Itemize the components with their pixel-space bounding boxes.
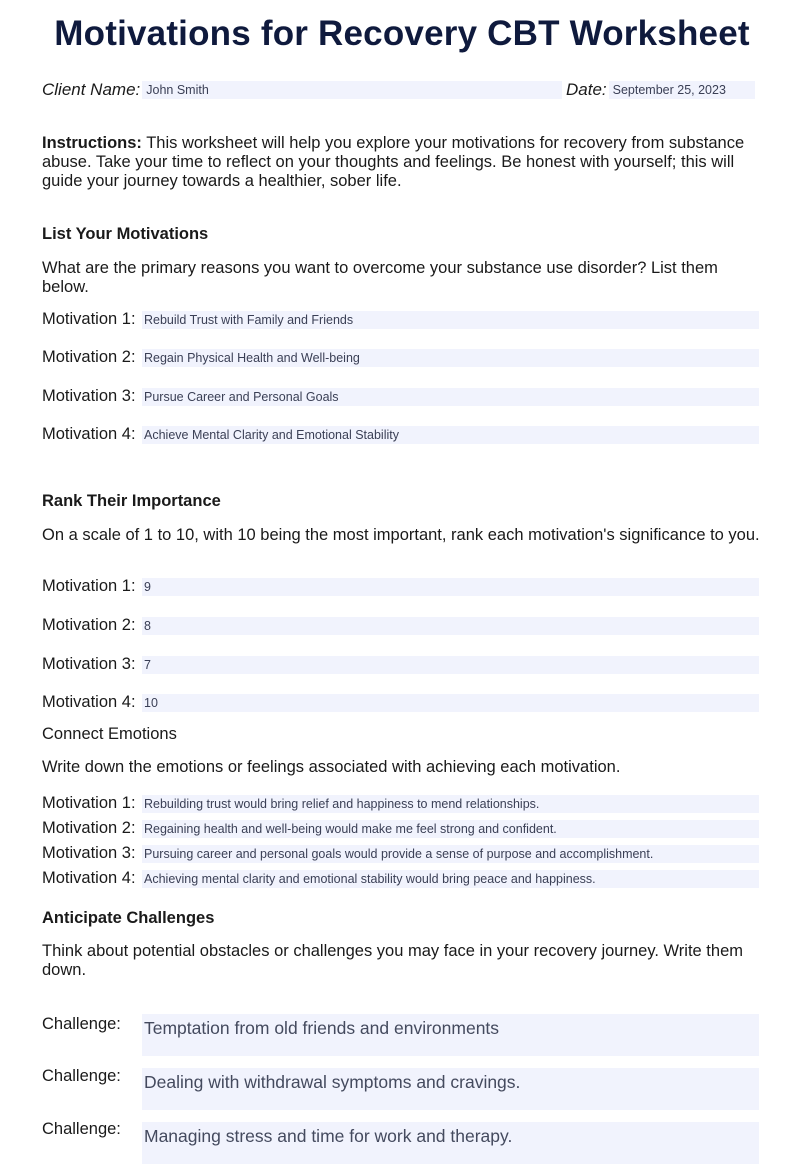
emotion-motivation-row-2	[42, 819, 759, 838]
list-motivation-label-4: Motivation 4:	[42, 425, 136, 443]
emotion-motivation-label-1: Motivation 1:	[42, 794, 136, 812]
rank-motivation-row-2	[42, 616, 759, 635]
emotion-motivation-field-1[interactable]: Rebuilding trust would bring relief and happiness to mend relationships.	[142, 795, 759, 813]
instructions-label: Instructions:	[42, 134, 142, 152]
emotion-motivation-field-3[interactable]: Pursuing career and personal goals would provide a sense of purpose and accomplishment.	[142, 845, 759, 863]
connect-emotions-description: Write down the emotions or feelings associated with achieving each motivation.	[42, 758, 621, 776]
list-motivation-row-2	[42, 348, 759, 367]
date-label: Date:	[566, 80, 607, 99]
rank-motivation-field-2[interactable]: 8	[142, 617, 759, 635]
emotion-motivation-field-4[interactable]: Achieving mental clarity and emotional stability would bring peace and happiness.	[142, 870, 759, 888]
rank-motivation-field-3[interactable]: 7	[142, 656, 759, 674]
client-name-label: Client Name:	[42, 80, 141, 99]
emotion-motivation-row-4	[42, 869, 759, 888]
rank-motivation-label-4: Motivation 4:	[42, 693, 136, 711]
list-motivation-row-3	[42, 387, 759, 406]
emotion-motivation-field-2[interactable]: Regaining health and well-being would make me feel strong and confident.	[142, 820, 759, 838]
rank-importance-heading: Rank Their Importance	[42, 492, 221, 510]
rank-motivation-field-4[interactable]: 10	[142, 694, 759, 712]
rank-motivation-label-1: Motivation 1:	[42, 577, 136, 595]
page-title: Motivations for Recovery CBT Worksheet	[54, 14, 750, 53]
emotion-motivation-label-3: Motivation 3:	[42, 844, 136, 862]
list-motivation-field-3[interactable]: Pursue Career and Personal Goals	[142, 388, 759, 406]
emotion-motivation-label-4: Motivation 4:	[42, 869, 136, 887]
list-motivation-label-2: Motivation 2:	[42, 348, 136, 366]
challenge-label-1: Challenge:	[42, 1015, 121, 1033]
rank-motivation-field-1[interactable]: 9	[142, 578, 759, 596]
challenge-label-2: Challenge:	[42, 1067, 121, 1085]
list-motivations-heading: List Your Motivations	[42, 225, 209, 243]
rank-importance-description: On a scale of 1 to 10, with 10 being the most important, rank each motivation's significance to you.	[42, 526, 760, 544]
connect-emotions-heading: Connect Emotions	[42, 725, 177, 743]
challenge-field-3[interactable]: Managing stress and time for work and therapy.	[142, 1122, 759, 1164]
emotion-motivation-row-3	[42, 844, 759, 863]
date-row	[566, 80, 755, 100]
list-motivation-field-4[interactable]: Achieve Mental Clarity and Emotional Stability	[142, 426, 759, 444]
list-motivation-field-1[interactable]: Rebuild Trust with Family and Friends	[142, 311, 759, 329]
list-motivations-description: What are the primary reasons you want to overcome your substance use disorder? List them below.	[42, 259, 718, 296]
challenge-field-2[interactable]: Dealing with withdrawal symptoms and cravings.	[142, 1068, 759, 1110]
challenge-field-1[interactable]: Temptation from old friends and environments	[142, 1014, 759, 1056]
client-name-field[interactable]: John Smith	[142, 81, 562, 99]
challenge-label-3: Challenge:	[42, 1120, 121, 1138]
list-motivation-row-1	[42, 310, 759, 329]
rank-motivation-label-3: Motivation 3:	[42, 655, 136, 673]
rank-motivation-row-3	[42, 655, 759, 674]
rank-motivation-row-4	[42, 693, 759, 712]
client-name-row	[42, 80, 562, 100]
list-motivation-field-2[interactable]: Regain Physical Health and Well-being	[142, 349, 759, 367]
emotion-motivation-row-1	[42, 794, 759, 813]
anticipate-challenges-heading: Anticipate Challenges	[42, 909, 215, 927]
instructions-text: This worksheet will help you explore your motivations for recovery from substance abuse. Take your time to reflect on your thoughts and feelings. Be honest with yourself; this will guide your journey towards a healthier, sober life.	[42, 134, 745, 190]
instructions	[42, 134, 762, 191]
rank-motivation-label-2: Motivation 2:	[42, 616, 136, 634]
date-field[interactable]: September 25, 2023	[609, 81, 755, 99]
list-motivation-label-3: Motivation 3:	[42, 387, 136, 405]
anticipate-challenges-description: Think about potential obstacles or challenges you may face in your recovery journey. Write them down.	[42, 942, 743, 979]
list-motivation-row-4	[42, 425, 759, 444]
rank-motivation-row-1	[42, 577, 759, 596]
list-motivation-label-1: Motivation 1:	[42, 310, 136, 328]
emotion-motivation-label-2: Motivation 2:	[42, 819, 136, 837]
